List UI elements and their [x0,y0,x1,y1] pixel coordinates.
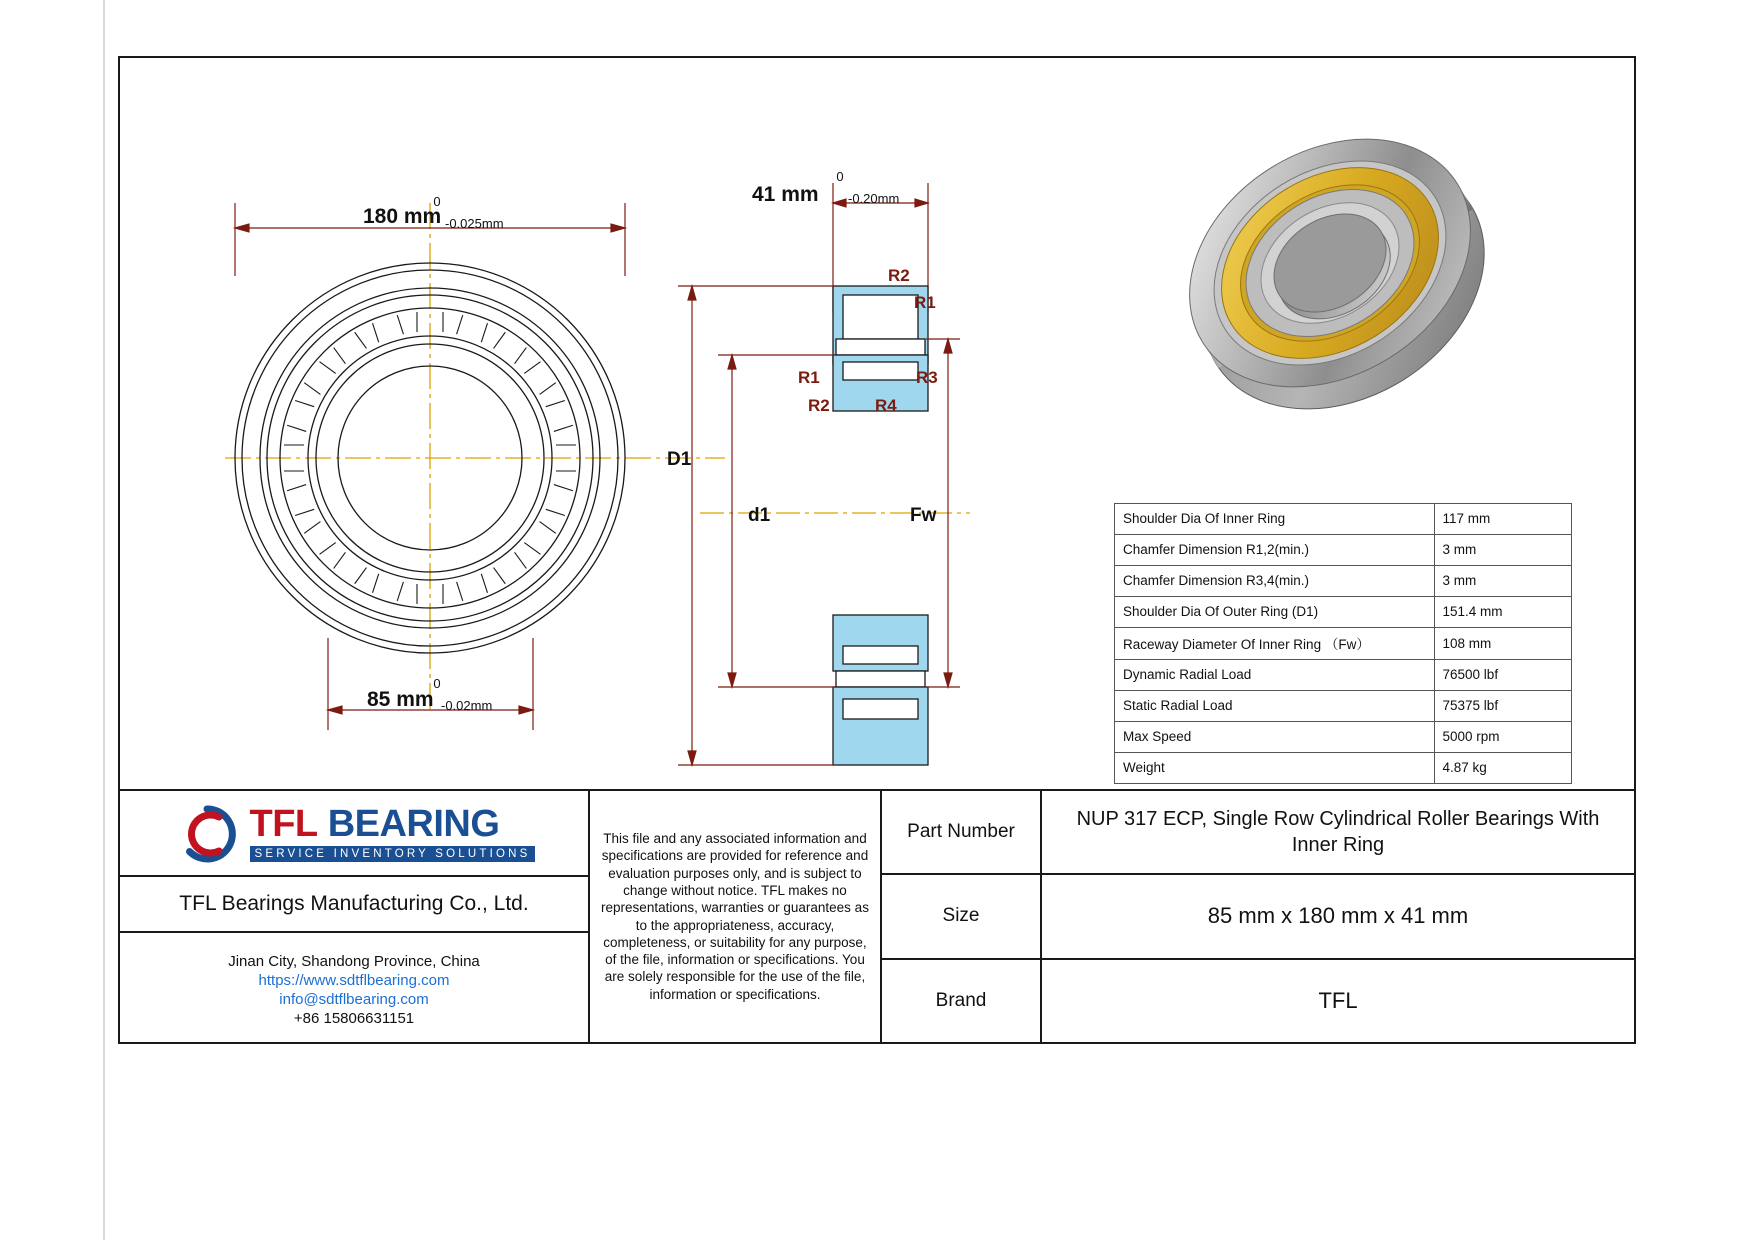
table-row [1115,691,1572,722]
spec-key: Shoulder Dia Of Inner Ring [1115,504,1435,535]
drawing-sheet [118,56,1636,1044]
label-R1-left: R1 [798,368,820,387]
logo-tagline: SERVICE INVENTORY SOLUTIONS [250,846,535,862]
table-row [1115,660,1572,691]
table-row [1115,753,1572,784]
od-dim-value: 180 mm [363,205,442,228]
spec-value: 108 mm [1434,628,1571,660]
company-website-link[interactable]: https://www.sdtflbearing.com [258,971,450,989]
label-R4: R4 [875,396,897,415]
company-phone: +86 15806631151 [293,1009,415,1027]
tfl-logo-mark [174,801,240,867]
bore-dim-value: 85 mm [367,688,434,711]
title-block-left [120,791,590,1042]
field-value: 85 mm x 180 mm x 41 mm [1207,903,1469,929]
logo-text-tfl: TFL [249,803,318,846]
od-tol-lower: -0.025mm [445,216,504,231]
spec-value: 4.87 kg [1434,753,1571,784]
label-R3-right: R3 [916,368,938,387]
table-row [1115,597,1572,628]
table-row [1115,504,1572,535]
company-logo [120,791,588,877]
logo-text-bearing: BEARING [327,803,500,846]
field-label: Part Number [882,791,1042,873]
od-tol-upper: 0 [433,194,441,209]
spec-value: 5000 rpm [1434,722,1571,753]
spec-value: 75375 lbf [1434,691,1571,722]
contact-info [120,933,588,1042]
label-R2-left: R2 [808,396,830,415]
bore-tol-upper: 0 [433,676,441,691]
table-row [1115,722,1572,753]
spec-value: 3 mm [1434,535,1571,566]
table-row [1115,535,1572,566]
width-tol-lower: -0.20mm [848,191,900,206]
field-brand [882,960,1634,1042]
spec-key: Raceway Diameter Of Inner Ring （Fw） [1115,628,1435,660]
spec-value: 151.4 mm [1434,597,1571,628]
bore-tol-lower: -0.02mm [441,698,493,713]
spec-key: Weight [1115,753,1435,784]
front-view [215,158,735,713]
section-view [660,143,990,743]
width-dim-value: 41 mm [752,183,819,206]
field-label: Size [882,875,1042,957]
spec-key: Dynamic Radial Load [1115,660,1435,691]
label-D1: D1 [667,449,692,470]
title-block-right [882,791,1634,1042]
field-part-number [882,791,1634,875]
drawing-area [120,58,1634,788]
company-name: TFL Bearings Manufacturing Co., Ltd. [120,877,588,933]
label-R1-top: R1 [914,293,936,312]
spec-key: Chamfer Dimension R3,4(min.) [1115,566,1435,597]
spec-key: Chamfer Dimension R1,2(min.) [1115,535,1435,566]
spec-key: Max Speed [1115,722,1435,753]
label-Fw: Fw [910,505,937,526]
table-row [1115,628,1572,660]
company-address: Jinan City, Shandong Province, China [228,952,480,970]
spec-key: Shoulder Dia Of Outer Ring (D1) [1115,597,1435,628]
spec-value: 76500 lbf [1434,660,1571,691]
specification-table [1114,503,1572,784]
field-value: TFL [1318,987,1358,1013]
width-tol-upper: 0 [836,169,844,184]
company-email-link[interactable]: info@sdtflbearing.com [279,990,429,1008]
field-size [882,875,1634,959]
field-value: NUP 317 ECP, Single Row Cylindrical Roller Bearings With Inner Ring [1076,808,1600,857]
bearing-3d-render [1130,88,1530,438]
table-row [1115,566,1572,597]
legal-notice: This file and any associated information and specifications are provided for reference and evaluation purposes only, and is subject to change without notice. TFL makes no representations, warranties or guarantees as to the appropriateness, accuracy, completeness, or suitability for any purpose, of the file, information or specifications. You are solely responsible for the use of the file, information or specifications. [590,791,882,1042]
spec-value: 3 mm [1434,566,1571,597]
field-label: Brand [882,960,1042,1042]
label-d1: d1 [748,505,771,526]
spec-value: 117 mm [1434,504,1571,535]
spec-key: Static Radial Load [1115,691,1435,722]
label-R2-top: R2 [888,266,910,285]
page-edge-line-left [103,0,105,1240]
title-block [120,789,1634,1042]
